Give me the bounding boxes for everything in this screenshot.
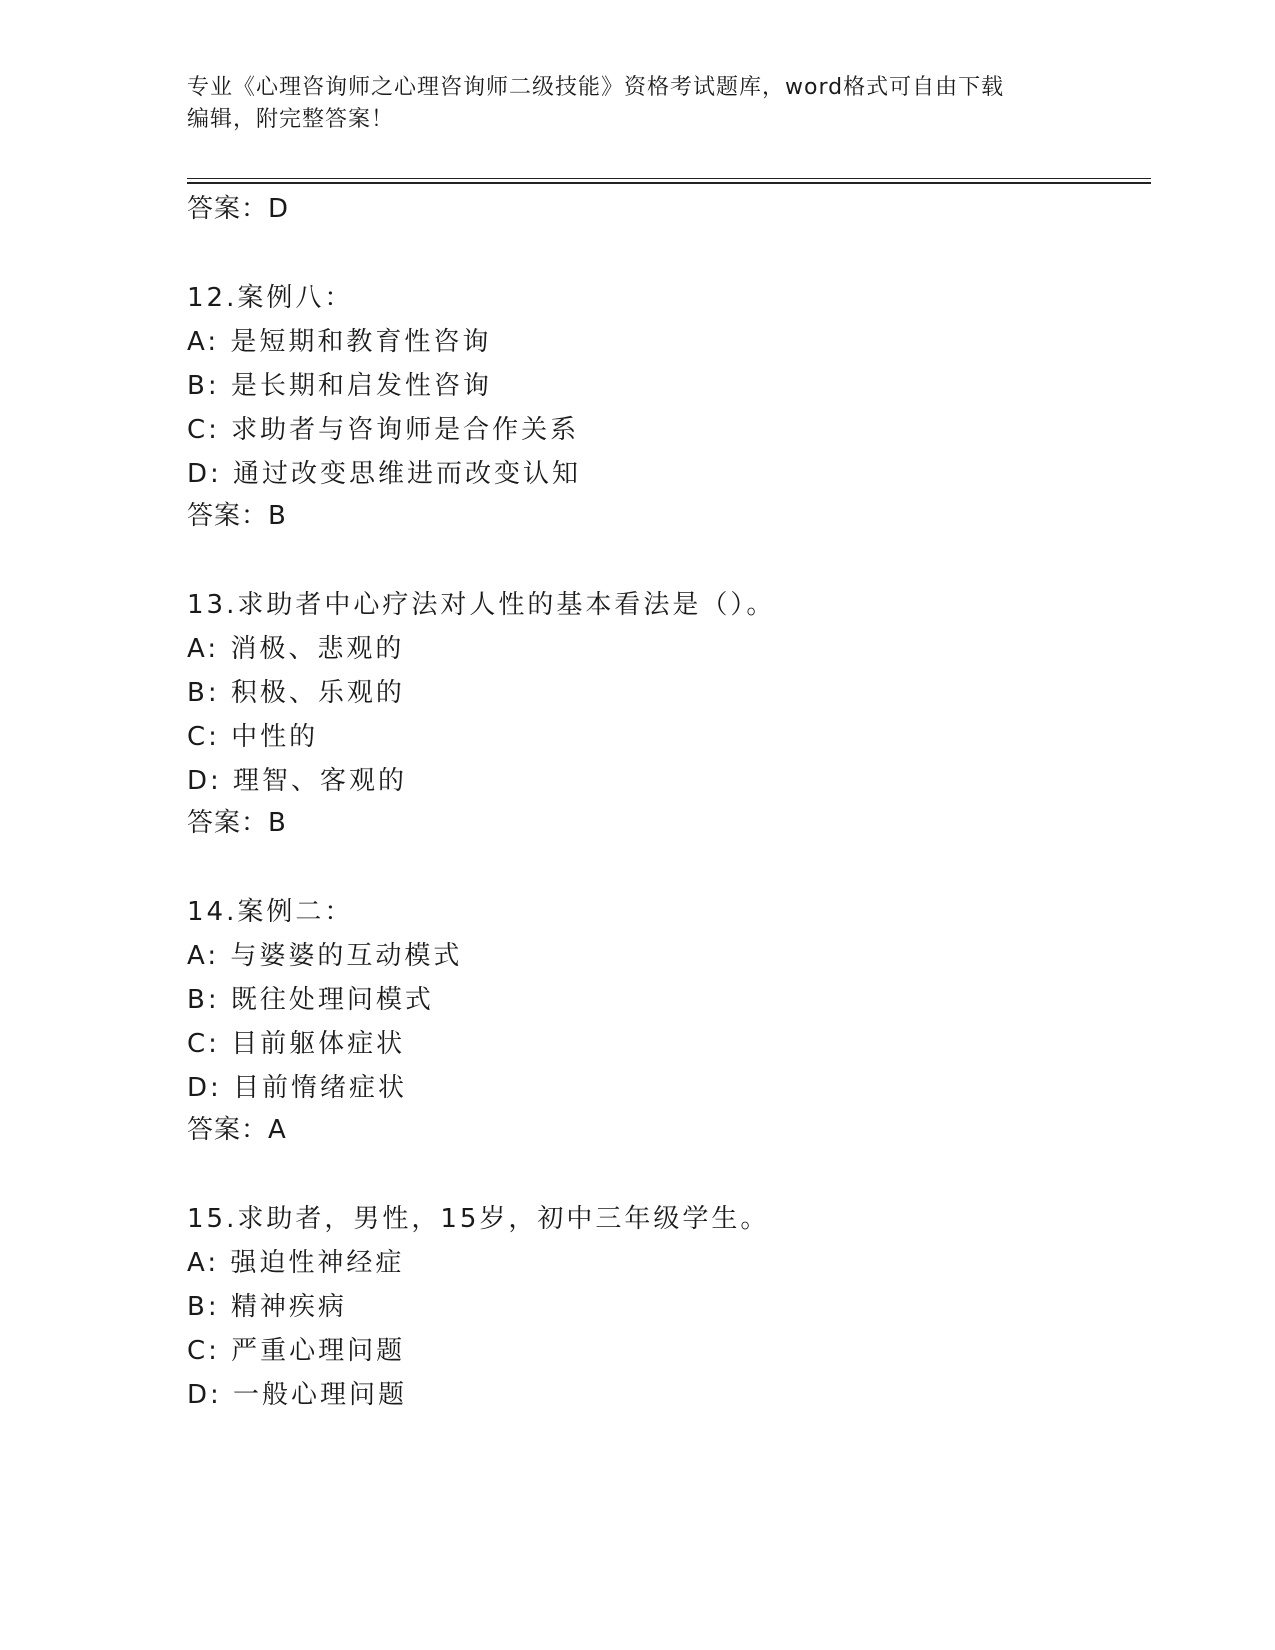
option-c: C: 求助者与咨询师是合作关系: [187, 415, 580, 445]
option-a: A: 与婆婆的互动模式: [187, 941, 463, 971]
option-b: B: 精神疾病: [187, 1292, 347, 1322]
option-c: C: 严重心理问题: [187, 1336, 406, 1366]
option-d: D: 通过改变思维进而改变认知: [187, 459, 582, 489]
option-a: A: 消极、悲观的: [187, 634, 405, 664]
answer-line: 答案：A: [187, 1115, 287, 1145]
option-b: B: 是长期和启发性咨询: [187, 371, 492, 401]
option-c: C: 目前躯体症状: [187, 1029, 406, 1059]
answer-line: 答案：B: [187, 808, 287, 838]
option-d: D: 目前惰绪症状: [187, 1073, 408, 1103]
header-rule-thin: [187, 178, 1151, 179]
option-a: A: 是短期和教育性咨询: [187, 327, 492, 357]
option-d: D: 理智、客观的: [187, 766, 408, 796]
option-d: D: 一般心理问题: [187, 1380, 408, 1410]
question-stem: 15.求助者，男性，15岁，初中三年级学生。: [187, 1204, 770, 1234]
header-rule-thick: [187, 182, 1151, 184]
answer-line: 答案：B: [187, 501, 287, 531]
header-line-1: 专业《心理咨询师之心理咨询师二级技能》资格考试题库，word格式可自由下载: [187, 75, 1005, 100]
option-a: A: 强迫性神经症: [187, 1248, 405, 1278]
answer-line: 答案：D: [187, 194, 290, 224]
question-stem: 12.案例八：: [187, 283, 354, 313]
header-line-2: 编辑，附完整答案！: [187, 107, 395, 132]
option-c: C: 中性的: [187, 722, 319, 752]
question-stem: 14.案例二：: [187, 897, 354, 927]
option-b: B: 既往处理问模式: [187, 985, 434, 1015]
option-b: B: 积极、乐观的: [187, 678, 405, 708]
question-stem: 13.求助者中心疗法对人性的基本看法是（）。: [187, 590, 776, 620]
document-header: [187, 72, 1067, 136]
